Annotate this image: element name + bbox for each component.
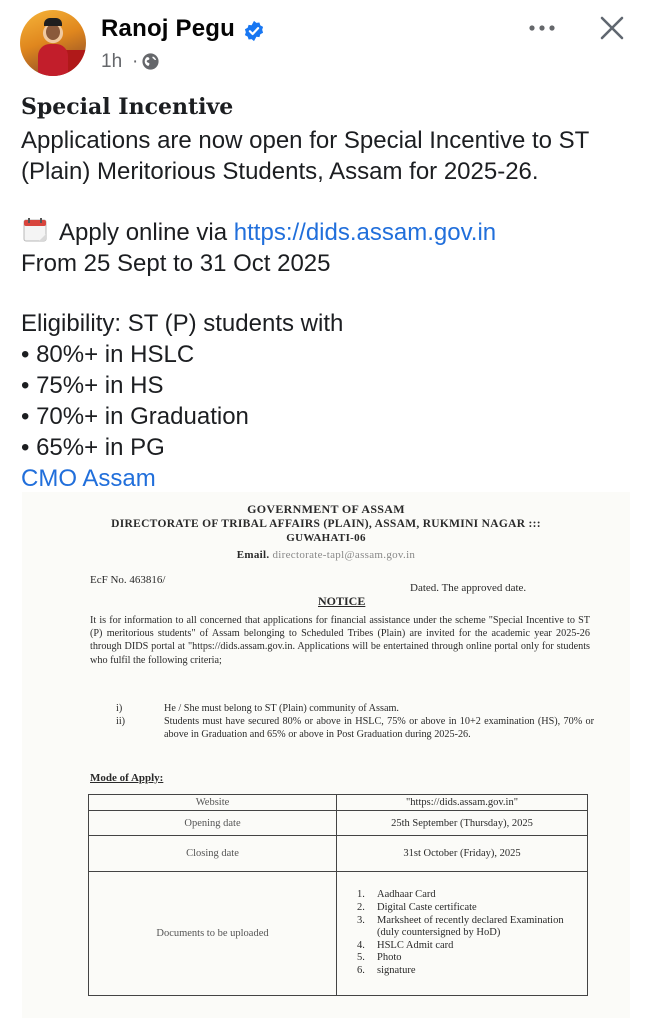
notice-email [22, 549, 630, 561]
notice-file-no: EcF No. 463816/ [90, 574, 166, 586]
close-icon[interactable] [598, 14, 626, 42]
date-range: From 25 Sept to 31 Oct 2025 [21, 250, 331, 277]
list-text: HSLC Admit card [377, 939, 454, 951]
apply-prefix: Apply online via [59, 219, 234, 246]
author-avatar[interactable] [20, 10, 86, 76]
table-cell-value: 31st October (Friday), 2025 [337, 836, 588, 872]
more-options-icon[interactable] [527, 20, 557, 36]
criterion-text: He / She must belong to ST (Plain) community of Assam. [164, 703, 399, 714]
post-header [0, 0, 650, 88]
list-number: 4. [357, 939, 365, 951]
timestamp-separator: · [132, 51, 139, 72]
notice-image[interactable] [22, 492, 630, 1018]
post-title: Special Incentive [21, 94, 234, 120]
table-cell-label: Opening date [89, 811, 337, 836]
apply-line [21, 216, 641, 248]
notice-directorate: DIRECTORATE OF TRIBAL AFFAIRS (PLAIN), ASSAM, RUKMINI NAGAR ::: [111, 518, 541, 530]
post-intro-line: Applications are now open for Special Incentive to ST [21, 127, 590, 154]
list-number: 3. [357, 914, 365, 926]
list-item [357, 965, 587, 978]
post-timestamp[interactable]: 1h [101, 51, 123, 72]
table-cell-label: Documents to be uploaded [89, 872, 337, 996]
table-row [89, 872, 588, 996]
list-item [357, 940, 587, 953]
calendar-icon [21, 216, 49, 244]
documents-cell [337, 872, 588, 996]
author-name[interactable]: Ranoj Pegu [101, 15, 236, 42]
list-item [357, 889, 587, 902]
page-tag-link[interactable]: CMO Assam [21, 465, 156, 492]
notice-location: GUWAHATI-06 [286, 532, 366, 544]
list-text: Digital Caste certificate [377, 902, 477, 914]
list-text: Marksheet of recently declared Examination (duly countersigned by HoD) [377, 914, 564, 939]
criteria-item: • 65%+ in PG [21, 434, 165, 461]
notice-email-value: directorate-tapl@assam.gov.in [272, 549, 416, 561]
eligibility-heading: Eligibility: ST (P) students with [21, 310, 344, 337]
documents-list [337, 889, 587, 977]
mode-of-apply-table [88, 794, 588, 996]
criteria-item: • 80%+ in HSLC [21, 341, 195, 368]
notice-email-label: Email. [236, 549, 270, 561]
table-cell-value: 25th September (Thursday), 2025 [337, 811, 588, 836]
list-text: Aadhaar Card [377, 889, 436, 901]
table-row [89, 795, 588, 811]
list-item [357, 952, 587, 965]
list-item [357, 915, 587, 940]
list-text: Photo [377, 952, 402, 964]
apply-link[interactable]: https://dids.assam.gov.in [233, 219, 497, 246]
table-row [89, 836, 588, 872]
notice-dated: Dated. The approved date. [410, 582, 527, 594]
mode-of-apply-heading: Mode of Apply: [90, 772, 164, 784]
criteria-item: • 70%+ in Graduation [21, 403, 249, 430]
globe-icon [141, 52, 160, 71]
list-number: 6. [357, 964, 365, 976]
table-cell-value: "https://dids.assam.gov.in" [337, 795, 588, 811]
post-body [21, 92, 641, 494]
list-number: 1. [357, 889, 365, 901]
list-text: signature [377, 964, 416, 976]
notice-heading: NOTICE [318, 594, 366, 608]
list-number: 5. [357, 952, 365, 964]
verified-badge-icon [243, 20, 265, 42]
notice-gov-heading: GOVERNMENT OF ASSAM [247, 502, 405, 516]
criterion-number: i) [116, 703, 123, 714]
notice-body: It is for information to all concerned that applications for financial assistance under the scheme "Special Incentive to ST (P) meritorious students" of Assam belonging to Scheduled Tribes (Plain) are invited for the academic year 2025-26 through DIDS portal at "https://dids.assam.gov.in. Applications will be entertained through online portal only for students who fulfil the following criteria; [90, 615, 590, 666]
criterion-number: ii) [116, 716, 126, 727]
criteria-item: • 75%+ in HS [21, 372, 164, 399]
table-cell-label: Closing date [89, 836, 337, 872]
list-number: 2. [357, 902, 365, 914]
list-item [357, 902, 587, 915]
table-cell-label: Website [89, 795, 337, 811]
post-intro-line: (Plain) Meritorious Students, Assam for 2025-26. [21, 158, 539, 185]
table-row [89, 811, 588, 836]
criterion-text: Students must have secured 80% or above in HSLC, 75% or above in 10+2 examination (HS), 70% or above in Graduation and 65% or above in Post Graduation during 2025-26. [164, 716, 594, 740]
